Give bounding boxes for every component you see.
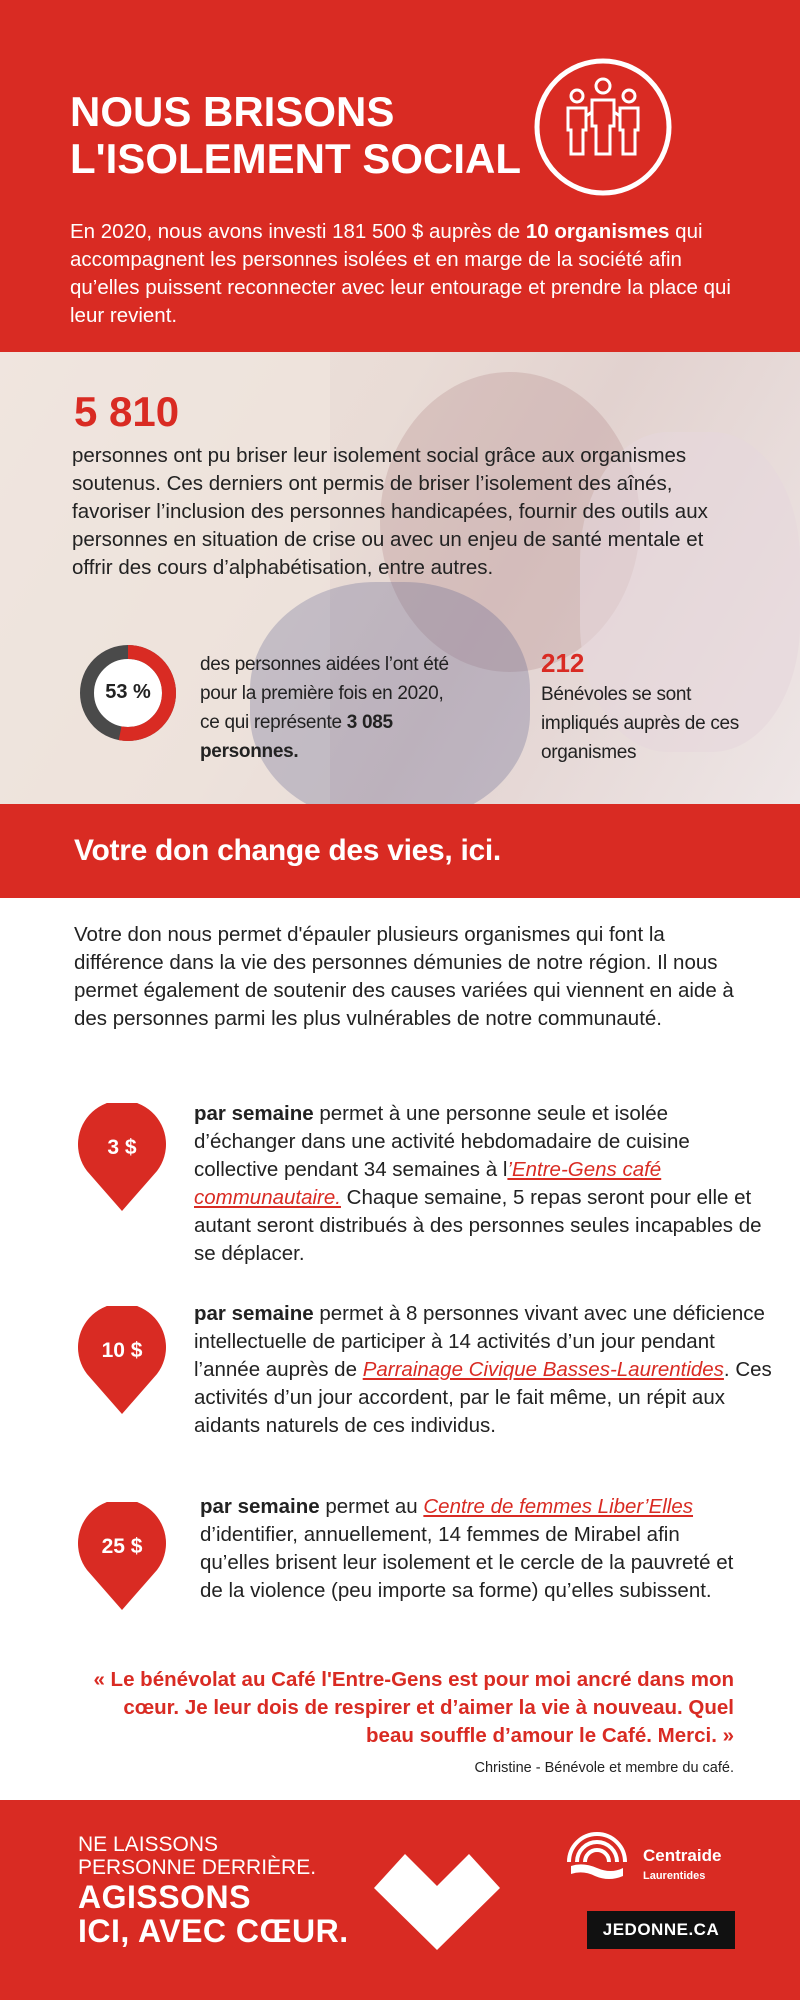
organization-link[interactable]: Parrainage Civique Basses-Laurentides xyxy=(362,1358,724,1381)
section-title: Votre don change des vies, ici. xyxy=(74,834,501,867)
quote-author: Christine - Bénévole et membre du café. xyxy=(474,1760,734,1776)
body-text: Votre don nous permet d'épauler plusieurs organismes qui font la différence dans la vie des personnes démunies de notre région. Il nous permet également de soutenir des causes variées qui viennent en aide à des personnes parmi les plus vulnérables de notre communauté. xyxy=(74,923,734,1030)
item-bold: par semaine xyxy=(200,1495,320,1518)
logo-subtitle: Laurentides xyxy=(643,1870,706,1882)
footer-small-line-1: NE LAISSONS xyxy=(78,1833,219,1856)
intro-text-part: En 2020, nous avons investi 181 500 $ auprès de xyxy=(70,220,526,243)
title-line-2: L'ISOLEMENT SOCIAL xyxy=(70,135,521,182)
organization-link[interactable]: ’Entre-Gens café communautaire. xyxy=(194,1158,662,1209)
heart-icon xyxy=(372,1846,502,1952)
item-text-part: permet à une personne seule et isolée d’échanger dans une activité hebdomadaire de cuisine collective pendant 34 semaines à l xyxy=(194,1102,690,1181)
centraide-logo-icon xyxy=(563,1822,631,1882)
testimonial-quote: « Le bénévolat au Café l'Entre-Gens est pour moi ancré dans mon cœur. Je leur dois de respirer et d’aimer la vie à nouveau. Quel beau souffle d’amour le Café. Merci. » xyxy=(93,1668,734,1747)
footer-big-line-1: AGISSONS xyxy=(78,1879,251,1915)
first-time-bold: 3 085 personnes. xyxy=(200,712,393,762)
amount-label: 10 $ xyxy=(101,1339,143,1362)
amount-label: 3 $ xyxy=(107,1136,137,1159)
item-text-end: . Ces activités d’un jour accordent, par le fait même, un répit aux aidants naturels de ces individus. xyxy=(194,1358,772,1437)
logo-name: Centraide xyxy=(643,1846,722,1865)
footer-tagline-big xyxy=(78,1880,349,1948)
title-line-1: NOUS BRISONS xyxy=(70,88,395,135)
stats-description: personnes ont pu briser leur isolement social grâce aux organismes soutenus. Ces derniers ont permis de briser l’isolement des aînés, favoriser l’inclusion des personnes handicapées, fournir des outils aux personnes en situation de crise ou avec un enjeu de santé mentale et offrir des cours d’alphabétisation, entre autres. xyxy=(72,444,708,579)
volunteers-count: 212 xyxy=(541,648,585,678)
item-text-end: Chaque semaine, 5 repas seront pour elle et autant seront distribués à des personnes seules incapables de se déplacer. xyxy=(194,1186,762,1265)
footer-tagline-small xyxy=(78,1833,316,1879)
footer-big-line-2: ICI, AVEC CŒUR. xyxy=(78,1913,349,1949)
item-bold: par semaine xyxy=(194,1302,314,1325)
donation-item-3 xyxy=(200,1493,740,1605)
people-group-icon xyxy=(532,56,674,198)
people-count: 5 810 xyxy=(74,388,180,435)
item-text-part: permet au xyxy=(319,1495,424,1518)
intro-bold: 10 organismes xyxy=(525,220,670,243)
first-time-part: des personnes aidées l’ont été pour la première fois en 2020, ce qui représente xyxy=(200,654,449,733)
donation-item-1 xyxy=(194,1100,774,1268)
intro-text-end: qui accompagnent les personnes isolées et en marge de la société afin qu’elles puissent reconnecter avec leur entourage et prendre la place qui leur revient. xyxy=(70,220,731,327)
volunteers-text: Bénévoles se sont impliqués auprès de ces organismes xyxy=(541,684,739,763)
item-text-part: permet à 8 personnes vivant avec une déficience intellectuelle de participer à 14 activités d’un jour pendant l’année auprès de xyxy=(194,1302,765,1381)
first-time-text xyxy=(200,650,460,766)
donate-site-button[interactable]: JEDONNE.CA xyxy=(587,1911,735,1949)
footer-small-line-2: PERSONNE DERRIÈRE. xyxy=(78,1856,317,1879)
item-text-end: d’identifier, annuellement, 14 femmes de Mirabel afin qu’elles brisent leur isolement et le cercle de la pauvreté et de la violence (peu importe sa forme) qu’elles subissent. xyxy=(200,1523,734,1602)
donut-percent-label: 53 % xyxy=(105,681,151,703)
organization-link[interactable]: Centre de femmes Liber’Elles xyxy=(423,1495,694,1518)
amount-label: 25 $ xyxy=(101,1535,143,1558)
intro-text xyxy=(70,218,750,330)
item-bold: par semaine xyxy=(194,1102,314,1125)
page-title xyxy=(70,88,521,182)
donation-item-2 xyxy=(194,1300,774,1440)
